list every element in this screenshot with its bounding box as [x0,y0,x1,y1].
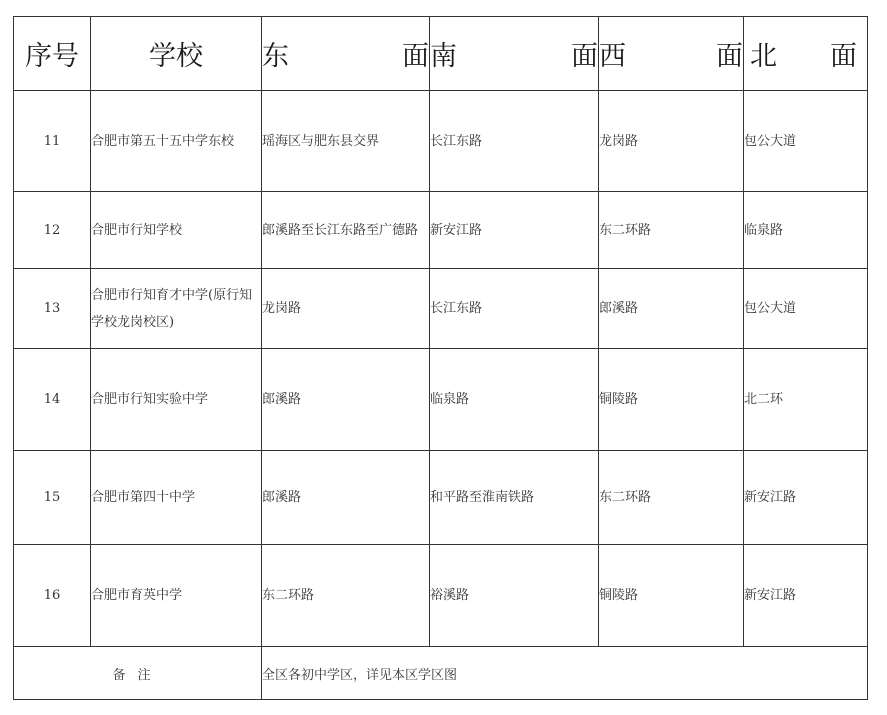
row-east: 郎溪路至长江东路至广德路 [262,192,430,269]
row-south: 和平路至淮南铁路 [430,451,599,545]
row-index: 11 [14,91,91,192]
row-school: 合肥市行知育才中学(原行知学校龙岗校区) [91,269,262,349]
row-north: 北二环 [744,349,868,451]
header-south-char-1: 南 [430,41,457,72]
row-north: 包公大道 [744,91,868,192]
row-north: 临泉路 [744,192,868,269]
row-east: 龙岗路 [262,269,430,349]
row-north: 新安江路 [744,545,868,647]
row-west: 铜陵路 [599,545,744,647]
header-south [430,17,599,91]
header-south-char-2: 面 [571,41,598,72]
note-label: 备注 [14,647,262,700]
header-index: 序号 [14,17,91,91]
row-west: 东二环路 [599,451,744,545]
note-row [14,647,868,700]
header-west [599,17,744,91]
row-north: 包公大道 [744,269,868,349]
header-west-char-1: 西 [599,41,626,72]
row-south: 新安江路 [430,192,599,269]
table-row [14,269,868,349]
header-row [14,17,868,91]
header-east-char-2: 面 [402,41,429,72]
row-south: 临泉路 [430,349,599,451]
table-row [14,451,868,545]
row-west: 东二环路 [599,192,744,269]
row-west: 郎溪路 [599,269,744,349]
row-index: 12 [14,192,91,269]
row-east: 瑶海区与肥东县交界 [262,91,430,192]
row-school: 合肥市行知学校 [91,192,262,269]
row-index: 14 [14,349,91,451]
row-north: 新安江路 [744,451,868,545]
row-west: 铜陵路 [599,349,744,451]
table-row [14,349,868,451]
row-west: 龙岗路 [599,91,744,192]
row-index: 15 [14,451,91,545]
header-west-char-2: 面 [716,41,743,72]
row-index: 13 [14,269,91,349]
row-index: 16 [14,545,91,647]
header-north-char-2: 面 [830,41,857,72]
row-east: 东二环路 [262,545,430,647]
header-school: 学校 [91,17,262,91]
header-east [262,17,430,91]
row-school: 合肥市育英中学 [91,545,262,647]
row-east: 郎溪路 [262,451,430,545]
table-row [14,545,868,647]
row-south: 长江东路 [430,91,599,192]
row-school: 合肥市第四十中学 [91,451,262,545]
row-east: 郎溪路 [262,349,430,451]
row-south: 长江东路 [430,269,599,349]
header-east-char-1: 东 [262,41,289,72]
table-row [14,91,868,192]
row-south: 裕溪路 [430,545,599,647]
note-text: 全区各初中学区，详见本区学区图 [262,647,868,700]
school-district-table [13,16,868,700]
row-school: 合肥市第五十五中学东校 [91,91,262,192]
header-north-char-1: 北 [750,41,777,72]
row-school: 合肥市行知实验中学 [91,349,262,451]
table-row [14,192,868,269]
header-north [744,17,868,91]
